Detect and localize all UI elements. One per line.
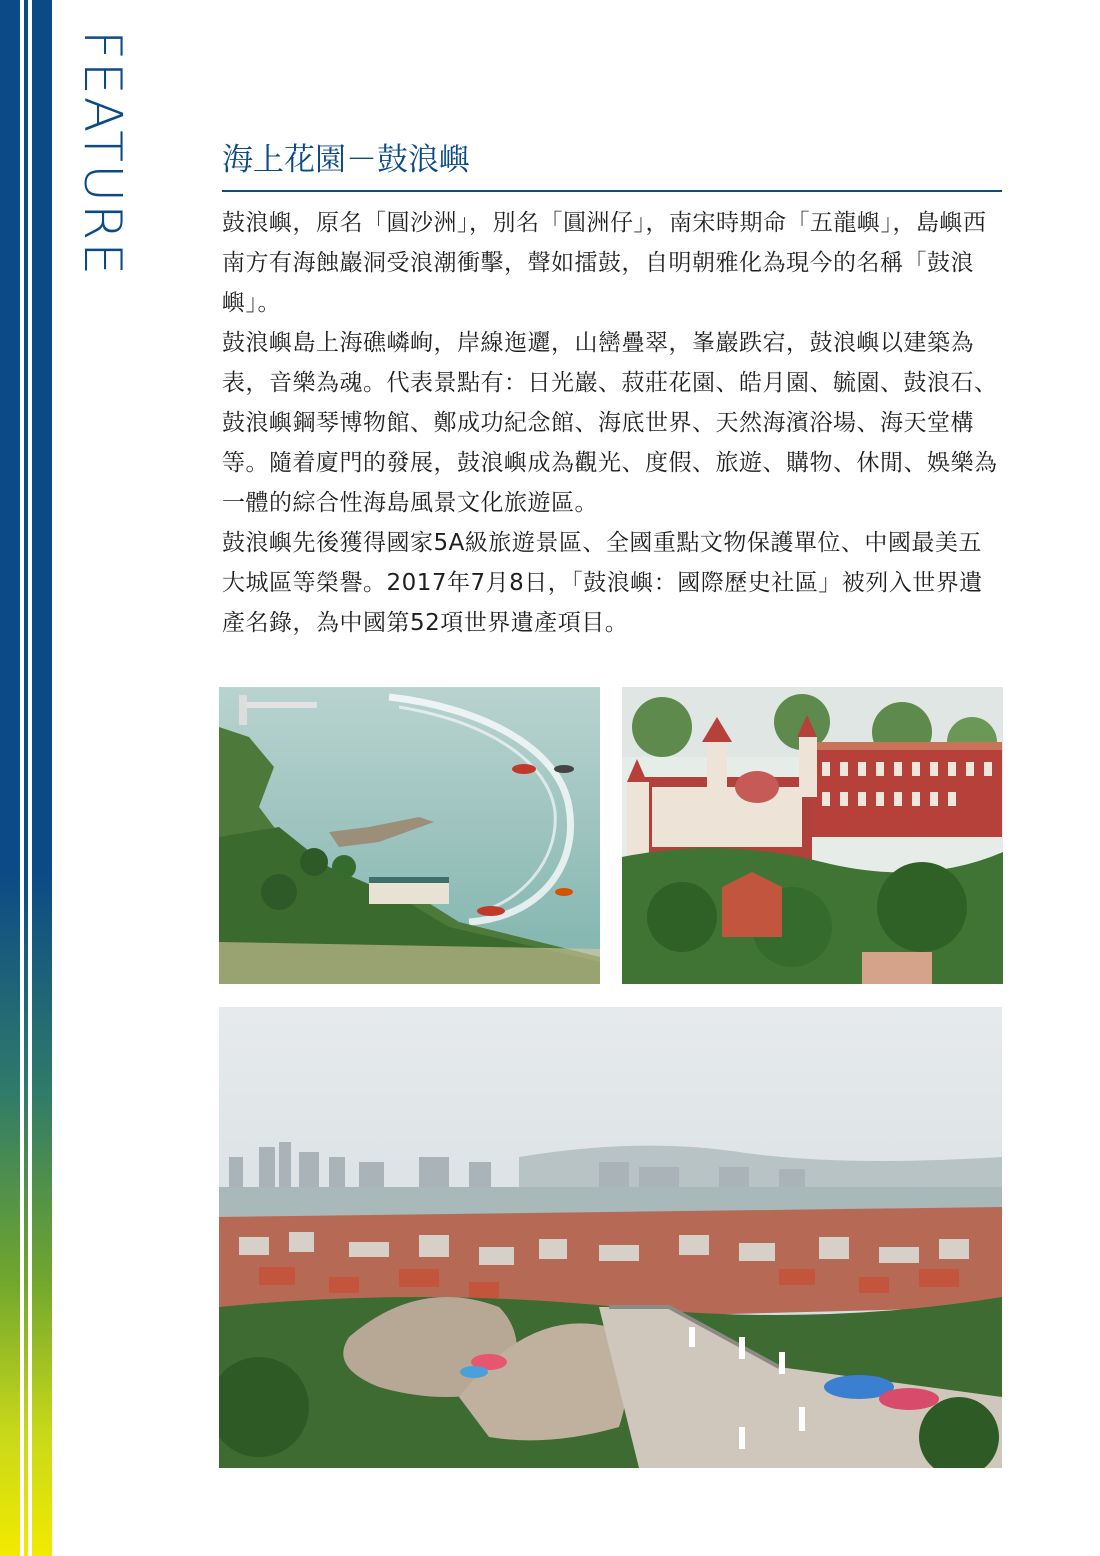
title-underline [222,190,1002,192]
photo-colonial-buildings [622,687,1003,984]
side-stripe-wide-right [32,0,52,1556]
photo-coastline-speedboats [219,687,600,984]
paragraph-3: 鼓浪嶼先後獲得國家5A級旅遊景區、全國重點文物保護單位、中國最美五大城區等榮譽。2017年7月8日，「鼓浪嶼：國際歷史社區」被列入世界遺產名錄，為中國第52項世界遺產項目。 [222,530,983,636]
side-stripe-thin [24,0,28,1556]
article-title: 海上花園－鼓浪嶼 [222,142,470,178]
feature-section-label: FEATURE [72,30,132,278]
article-body [222,203,1002,643]
side-stripe-wide-left [0,0,20,1556]
paragraph-2: 鼓浪嶼島上海礁嶙峋，岸線迤邐，山巒疊翠，峯巖跌宕，鼓浪嶼以建築為表，音樂為魂。代表景點有：日光巖、菽莊花園、皓月園、毓園、鼓浪石、鼓浪嶼鋼琴博物館、鄭成功紀念館、海底世界、天然海濱浴場、海天堂構等。隨着廈門的發展，鼓浪嶼成為觀光、度假、旅遊、購物、休閒、娛樂為一體的綜合性海島風景文化旅遊區。 [222,330,998,516]
paragraph-1: 鼓浪嶼，原名「圓沙洲」，別名「圓洲仔」，南宋時期命「五龍嶼」，島嶼西南方有海蝕巖洞受浪潮衝擊，聲如擂鼓，自明朝雅化為現今的名稱「鼓浪嶼」。 [222,210,987,316]
photo-city-panorama [219,1007,1002,1468]
